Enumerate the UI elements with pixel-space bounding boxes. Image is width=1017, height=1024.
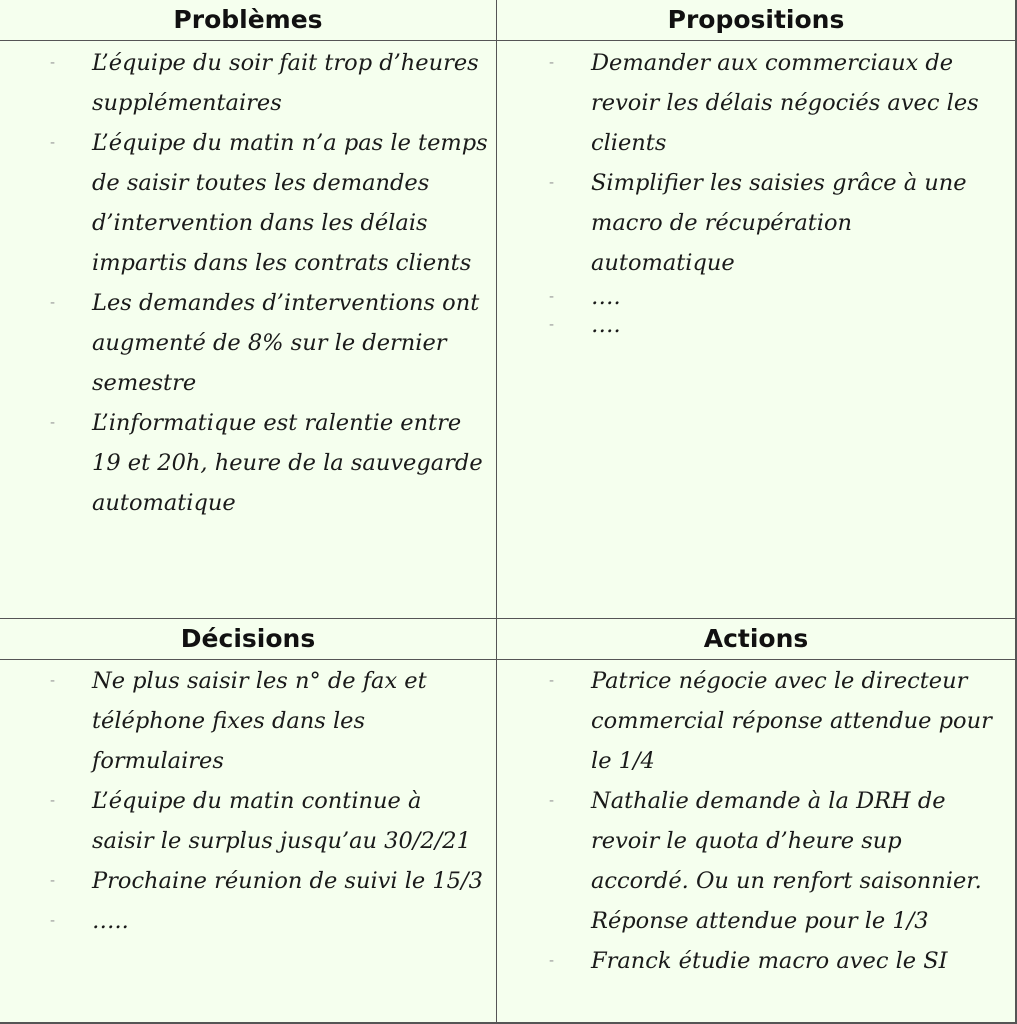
actions-list (549, 661, 1004, 981)
header-underline-top (0, 40, 1015, 41)
list-item: - L’équipe du matin continue à saisir le surplus jusqu’au 30/2/21 (50, 781, 490, 861)
dash-bullet: - (549, 289, 555, 305)
dash-bullet: - (50, 673, 56, 689)
problems-list (50, 43, 490, 523)
actions-header: Actions (497, 619, 1015, 660)
list-item: - Franck étudie macro avec le SI (549, 941, 1004, 981)
list-item: - Nathalie demande à la DRH de revoir le quota d’heure sup accordé. Ou un renfort saisonnier. Réponse attendue pour le 1/3 (549, 781, 1004, 941)
proposals-list (549, 43, 989, 339)
list-item: - …. (549, 312, 621, 338)
dash-bullet: - (549, 793, 555, 809)
row-divider (0, 618, 1015, 619)
header-underline-bottom (0, 659, 1015, 660)
dash-bullet: - (50, 913, 56, 929)
dash-bullet: - (50, 793, 56, 809)
list-item: - Patrice négocie avec le directeur commercial réponse attendue pour le 1/4 (549, 661, 1004, 781)
dash-bullet: - (549, 953, 555, 969)
dash-bullet: - (50, 415, 56, 431)
dash-bullet: - (50, 873, 56, 889)
list-item: - Prochaine réunion de suivi le 15/3 (50, 861, 490, 901)
dash-bullet: - (549, 175, 555, 191)
list-item: - Ne plus saisir les n° de fax et téléphone fixes dans les formulaires (50, 661, 490, 781)
decisions-list (50, 661, 490, 941)
list-item: - L’équipe du matin n’a pas le temps de saisir toutes les demandes d’intervention dans les délais impartis dans les contrats clients (50, 123, 490, 283)
dash-bullet: - (549, 673, 555, 689)
list-item: - L’informatique est ralentie entre 19 et 20h, heure de la sauvegarde automatique (50, 403, 490, 523)
proposals-header: Propositions (497, 0, 1015, 41)
dash-bullet: - (50, 135, 56, 151)
list-item: - Les demandes d’interventions ont augmenté de 8% sur le dernier semestre (50, 283, 490, 403)
list-item: - L’équipe du soir fait trop d’heures supplémentaires (50, 43, 490, 123)
list-item: - …. (549, 284, 621, 310)
dash-bullet: - (549, 55, 555, 71)
dash-bullet: - (549, 317, 555, 333)
list-item: - ….. (50, 901, 490, 941)
dash-bullet: - (50, 55, 56, 71)
list-item: - Simplifier les saisies grâce à une macro de récupération automatique (549, 163, 989, 283)
column-divider (496, 0, 497, 1022)
dash-bullet: - (50, 295, 56, 311)
problems-header: Problèmes (0, 0, 496, 41)
decisions-header: Décisions (0, 619, 496, 660)
list-item: - Demander aux commerciaux de revoir les délais négociés avec les clients (549, 43, 989, 163)
